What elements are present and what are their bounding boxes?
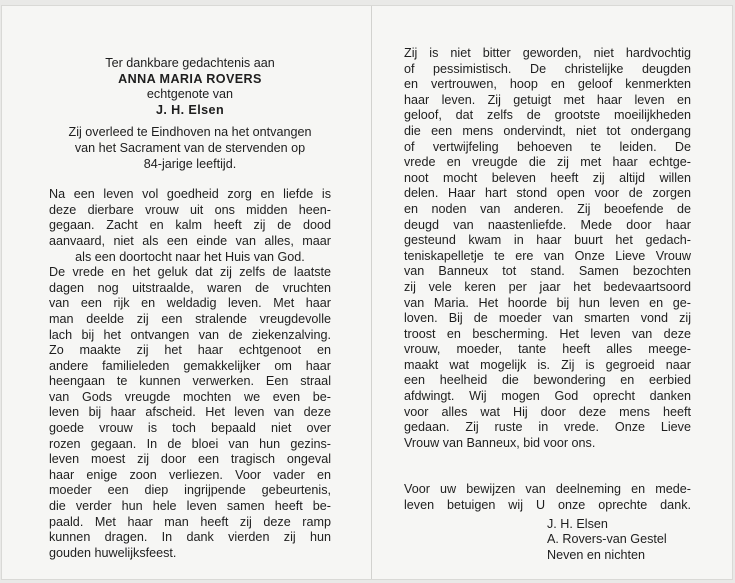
text-line: van het Sacrament van de stervenden op	[74, 140, 306, 155]
text-line: Vrouw van Banneux, bid voor ons.	[404, 435, 596, 450]
text-line: gouden huwelijksfeest.	[49, 545, 177, 560]
text-line: leven bij haar afscheid. Het leven van deze	[49, 405, 331, 420]
text-line: andere familieleden gemakkelijker om haar	[49, 358, 331, 373]
text-line: haar enige zoon verliezen. Voor vader en	[49, 467, 331, 482]
text-line: leven moest zij door een tragisch ongeval	[49, 452, 331, 467]
text-line: die verder hun hele leven samen heeft be-	[49, 499, 331, 514]
text-line: van Maria. Het hoorde bij hun leven en ge-	[404, 295, 691, 310]
left-page	[49, 56, 331, 561]
death-notice	[49, 125, 331, 172]
text-line: delen. Haar hart stond open voor de zorgen	[404, 186, 691, 201]
text-line: teniskapelletje te ere van Onze Lieve Vrouw	[404, 248, 691, 263]
text-line: lach bij het ontvangen van de ziekenzalving.	[49, 327, 331, 342]
text-line: een heelheid die bewondering en eerbied	[404, 373, 691, 388]
text-line: afdwingt. Wij mogen God oprecht danken	[404, 389, 691, 404]
text-line: Zij is niet bitter geworden, niet hardvochtig	[404, 46, 691, 60]
signature-relatives: Neven en nichten	[547, 547, 646, 562]
text-line: en vertrouwen, hoop en geloof kenmerkten	[404, 77, 691, 92]
text-line: vrouw, moeder, tante heeft alles meege-	[404, 342, 691, 357]
text-line: van een rijk en weldadig leven. Met haar	[49, 296, 331, 311]
signature-family: A. Rovers-van Gestel	[547, 532, 667, 547]
spouse-name: J. H. Elsen	[155, 102, 225, 117]
text-line: Na een leven vol goedheid zorg en liefde is	[49, 187, 331, 202]
right-page	[404, 46, 691, 563]
text-line: of pessimistisch. De christelijke deugden	[404, 61, 691, 76]
text-line: rozen gegaan. In de bloei van hun gezins-	[49, 436, 331, 451]
text-line: of vertwijfeling behoeven te leiden. De	[404, 139, 691, 154]
text-line: van Banneux tot stand. Samen bezochten	[404, 264, 691, 279]
card-fold-line	[371, 6, 372, 579]
text-line: leven betuigen wij U onze oprechte dank.	[404, 498, 691, 513]
text-line: kunnen dragen. In dank vierden zij hun	[49, 530, 331, 545]
text-line: voor alles wat Hij door deze mens heeft	[404, 404, 691, 419]
text-line: gesteund kwam in haar buurt het gedach-	[404, 233, 691, 248]
text-line: Voor uw bewijzen van deelneming en mede-	[404, 482, 691, 497]
text-line: goede vrouw is toch bepaald niet over	[49, 421, 331, 436]
signatures	[404, 517, 691, 564]
dedication-header	[49, 56, 331, 118]
text-line: die een mens ondervindt, niet tot ondergang	[404, 123, 691, 138]
text-line: Zij overleed te Eindhoven na het ontvangen	[68, 125, 312, 140]
text-line: en noden van anderen. Zij beoefende de	[404, 201, 691, 216]
text-line: haar leven. Zij getuigt met haar leven en	[404, 92, 691, 107]
tribute-paragraph	[404, 46, 691, 451]
text-line: maakt wat mogelijk is. Zij is gegroeid naar	[404, 357, 691, 372]
text-line: als een doortocht naar het Huis van God.	[75, 249, 305, 264]
thanks-paragraph	[404, 482, 691, 513]
text-line: dagen nog uitstraalde, waren de vruchten	[49, 280, 331, 295]
text-line: heengaan te kunnen verwerken. Een straal	[49, 374, 331, 389]
text-line: deugd van naastenliefde. Mede door haar	[404, 217, 691, 232]
text-line: troost en bescherming. Het leven van deze	[404, 326, 691, 341]
text-line: Zo maakte zij het haar echtgenoot en	[49, 343, 331, 358]
deceased-name: ANNA MARIA ROVERS	[118, 71, 262, 86]
text-line: 84-jarige leeftijd.	[143, 156, 237, 171]
text-line: deze dierbare vrouw uit ons midden heen-	[49, 202, 331, 217]
relation-line: echtgenote van	[146, 87, 234, 102]
text-line: geloof, dat zelfs de grootste moeilijkheden	[404, 108, 691, 123]
text-line: paald. Met haar man heeft zij deze ramp	[49, 514, 331, 529]
text-line: aanvaard, niet als een einde van alles, maar	[49, 233, 331, 248]
dedication-line: Ter dankbare gedachtenis aan	[105, 56, 275, 70]
text-line: vrede en vreugde die zij met haar echtge-	[404, 155, 691, 170]
text-line: van Gods vreugde mochten we even be-	[49, 389, 331, 404]
text-line: De vrede en het geluk dat zij zelfs de laatste	[49, 265, 331, 280]
text-line: gedaan. Zij ruste in vrede. Onze Lieve	[404, 420, 691, 435]
text-line: gegaan. Zacht en kalm heeft zij de dood	[49, 218, 331, 233]
text-line: loven. Bij de moeder van smarten vond zij	[404, 311, 691, 326]
text-line: moeder een diep ingrijpende gebeurtenis,	[49, 483, 331, 498]
signature-spouse: J. H. Elsen	[547, 516, 608, 531]
text-line: man deelde zij een stralende vreugdevolle	[49, 311, 331, 326]
text-line: zij vele keren per jaar het bedevaartsoord	[404, 279, 691, 294]
biography-paragraph	[49, 187, 331, 561]
text-line: noot mocht beleven heeft zij altijd willen	[404, 170, 691, 185]
